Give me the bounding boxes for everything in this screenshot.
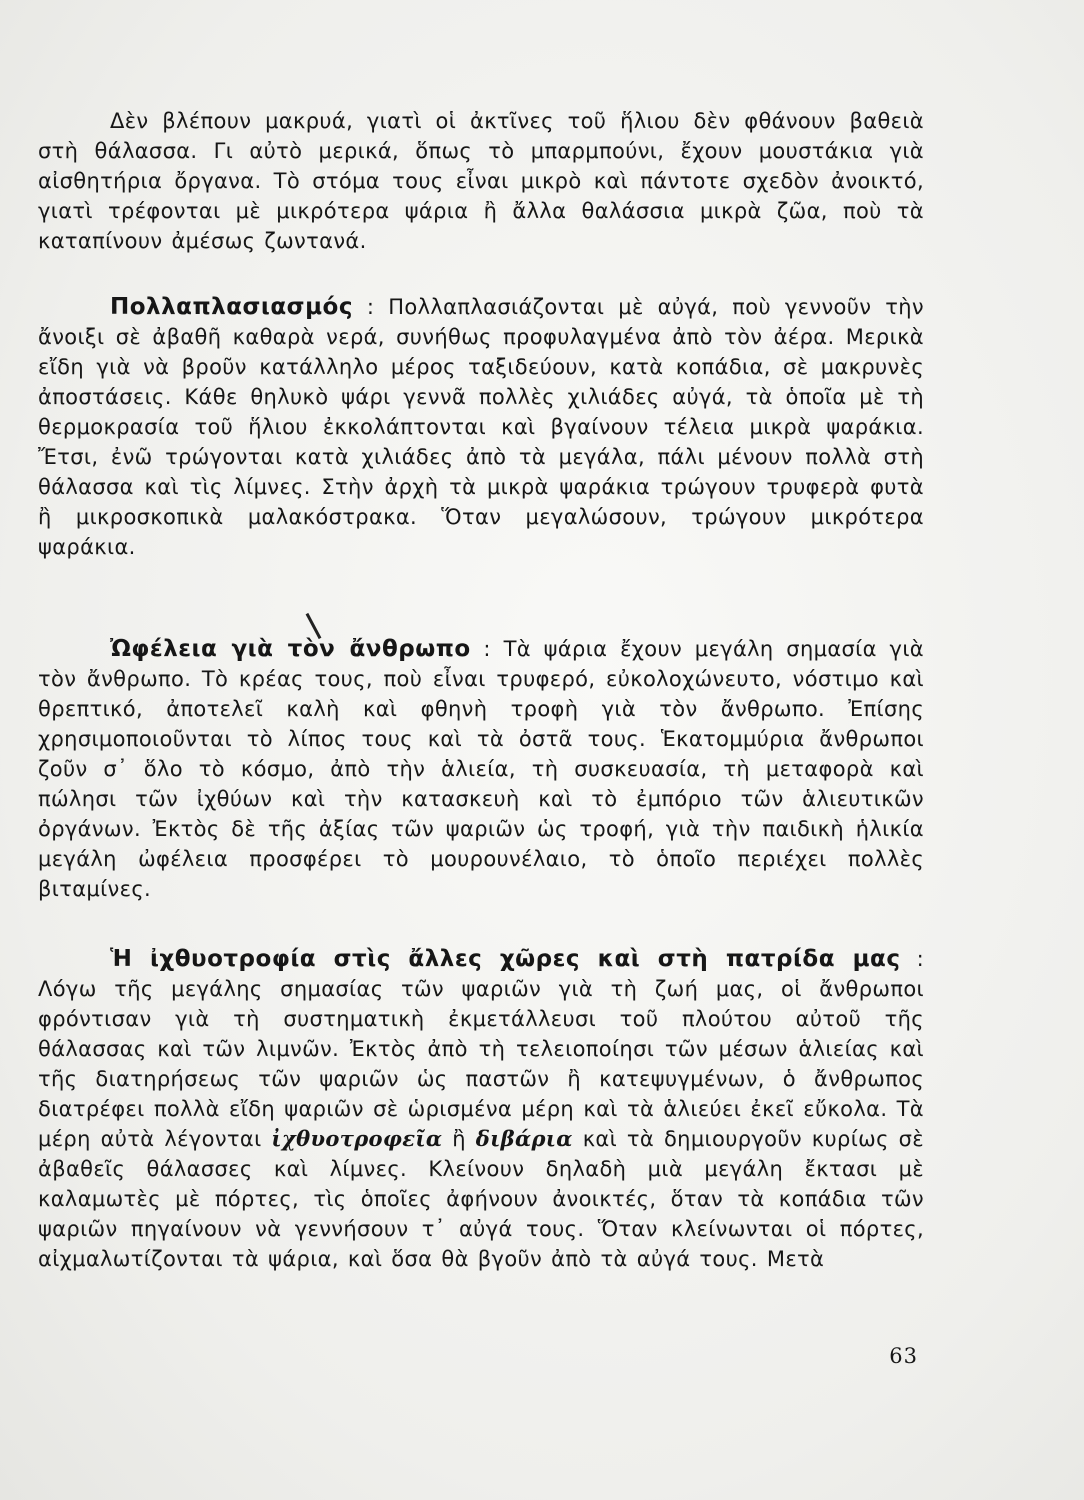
- page-number: 63: [889, 1344, 918, 1368]
- term-fish-farms: ἰχθυοτροφεῖα: [271, 1126, 443, 1151]
- section-heading-benefit: Ὠφέλεια γιὰ τὸν ἄνθρωπο: [110, 636, 471, 662]
- paragraph-intro-text: Δὲν βλέπουν μακρυά, γιατὶ οἱ ἀκτῖνες τοῦ ἥλιου δὲν φθάνουν βαθειὰ στὴ θάλασσα. Γι αὐτὸ μερικά, ὅπως τὸ μπαρμπούνι, ἔχουν μουστάκια γιὰ αἰσθητήρια ὄργανα. Τὸ στόμα τους εἶναι μικρὸ καὶ πάντοτε σχεδὸν ἀνοικτό, γιατὶ τρέφονται μὲ μικρότερα ψάρια ἢ ἄλλα θαλάσσια μικρὰ ζῶα, ποὺ τὰ καταπίνουν ἀμέσως ζωντανά.: [38, 109, 924, 253]
- paragraph-benefit-text: : Τὰ ψάρια ἔχουν μεγάλη σημασία γιὰ τὸν ἄνθρωπο. Τὸ κρέας τους, ποὺ εἶναι τρυφερό, εὐκολοχώνευτο, νόστιμο καὶ θρεπτικό, ἀποτελεῖ καλὴ καὶ φθηνὴ τροφὴ γιὰ τὸν ἄνθρωπο. Ἐπίσης χρησιμοποιοῦνται τὸ λίπος τους καὶ τὰ ὀστᾶ τους. Ἑκατομμύρια ἄνθρωποι ζοῦν σ᾿ ὅλο τὸ κόσμο, ἀπὸ τὴν ἁλιεία, τὴ συσκευασία, τὴ μεταφορὰ καὶ πώλησι τῶν ἰχθύων καὶ τὴν κατασκευὴ καὶ τὸ ἐμπόριο τῶν ἁλιευτικῶν ὀργάνων. Ἐκτὸς δὲ τῆς ἀξίας τῶν ψαριῶν ὡς τροφή, γιὰ τὴν παιδικὴ ἡλικία μεγάλη ὠφέλεια προσφέρει τὸ μουρουνέλαιο, τὸ ὁποῖο περιέχει πολλὲς βιταμίνες.: [38, 637, 924, 901]
- paragraph-fish-farming-text-c: καὶ τὰ δημιουργοῦν κυρίως σὲ ἀβαθεῖς θάλασσες καὶ λίμνες. Κλείνουν δηλαδὴ μιὰ μεγάλη ἔκτασι μὲ καλαμωτὲς μὲ πόρτες, τὶς ὁποῖες ἀφήνουν ἀνοικτές, ὅταν τὰ κοπάδια τῶν ψαριῶν πηγαίνουν νὰ γεννήσουν τ᾿ αὐγά τους. Ὅταν κλείνωνται οἱ πόρτες, αἰχμαλωτίζονται τὰ ψάρια, καὶ ὅσα θὰ βγοῦν ἀπὸ τὰ αὐγά τους. Μετὰ: [38, 1127, 925, 1271]
- paragraph-reproduction-text: : Πολλαπλασιάζονται μὲ αὐγά, ποὺ γεννοῦν τὴν ἄνοιξι σὲ ἀβαθῆ καθαρὰ νερά, συνήθως προφυλαγμένα ἀπὸ τὸν ἀέρα. Μερικὰ εἴδη γιὰ νὰ βροῦν κατάλληλο μέρος ταξιδεύουν, κατὰ κοπάδια, σὲ μακρυνὲς ἀποστάσεις. Κάθε θηλυκὸ ψάρι γεννᾶ πολλὲς χιλιάδες αὐγά, τὰ ὁποῖα μὲ τὴ θερμοκρασία τοῦ ἥλιου ἐκκολάπτονται καὶ βγαίνουν τέλεια μικρὰ ψαράκια. Ἔτσι, ἐνῶ τρώγονται κατὰ χιλιάδες ἀπὸ τὰ μεγάλα, πάλι μένουν πολλὰ στὴ θάλασσα καὶ τὶς λίμνες. Στὴν ἀρχὴ τὰ μικρὰ ψαράκια τρώγουν τρυφερὰ φυτὰ ἢ μικροσκοπικὰ μαλακόστρακα. Ὅταν μεγαλώσουν, τρώγουν μικρότερα ψαράκια.: [38, 295, 925, 559]
- section-heading-reproduction: Πολλαπλασιασμός: [110, 294, 353, 320]
- paragraph-benefit: [38, 634, 924, 904]
- paragraph-reproduction: [38, 292, 924, 562]
- paragraph-intro: [38, 106, 924, 256]
- paragraph-fish-farming: [38, 944, 924, 1274]
- paragraph-fish-farming-text-a: : Λόγω τῆς μεγάλης σημασίας τῶν ψαριῶν γιὰ τὴ ζωή μας, οἱ ἄνθρωποι φρόντισαν γιὰ τὴ συστηματικὴ ἐκμετάλλευσι τοῦ πλούτου αὐτοῦ τῆς θάλασσας καὶ τῶν λιμνῶν. Ἐκτὸς ἀπὸ τὴ τελειοποίησι τῶν μέσων ἁλιείας καὶ τῆς διατηρήσεως τῶν ψαριῶν ὡς παστῶν ἢ κατεψυγμένων, ὁ ἄνθρωπος διατρέφει πολλὰ εἴδη ψαριῶν σὲ ὡρισμένα μέρη καὶ τὰ ἁλιεύει ἐκεῖ εὔκολα. Τὰ μέρη αὐτὰ λέγονται: [38, 947, 924, 1151]
- paragraph-fish-farming-text-b: ἢ: [452, 1127, 466, 1151]
- term-fish-ponds: διβάρια: [475, 1126, 573, 1151]
- section-heading-fish-farming: Ἡ ἰχθυοτροφία στὶς ἄλλες χῶρες καὶ στὴ πατρίδα μας: [110, 946, 901, 972]
